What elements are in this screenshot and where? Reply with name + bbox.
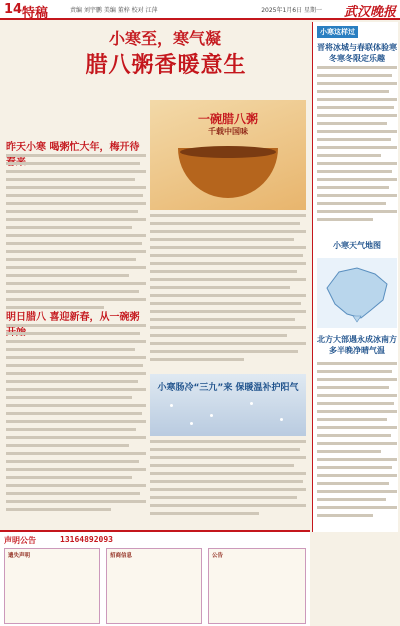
classified-box [208, 548, 306, 624]
section-name: 特稿 [22, 6, 49, 21]
sidebar-tag: 小寒这样过 [317, 26, 358, 38]
laba-porridge-image [150, 100, 306, 210]
snowflake-icon [190, 422, 193, 425]
sidebar-map-label: 小寒天气地图 [333, 241, 381, 250]
promo-subtitle: 千载中国味 [208, 127, 248, 136]
body-text-left-bottom [6, 324, 146, 516]
lead-headline: 腊八粥香暖意生 [85, 52, 247, 78]
snowflake-icon [250, 402, 253, 405]
snow-scene-image [150, 374, 306, 436]
classified-box-label: 招商信息 [110, 553, 133, 559]
body-text-center-top [150, 214, 306, 366]
porridge-shape [180, 146, 276, 158]
page-number: 14 [4, 2, 23, 17]
classifieds-section [0, 530, 310, 626]
section-head-left-top: 昨天小寒 喝粥忙大年，梅开待 [6, 142, 140, 153]
promo-title: 一碗腊八粥 [197, 112, 258, 126]
snowflake-icon [170, 404, 173, 407]
issue-date: 2025年1月6日 星期一 [261, 7, 322, 14]
snow-title: 小寒肠冷“三九”来 保暖温补护阳气 [157, 383, 299, 393]
masthead [0, 0, 400, 20]
sidebar-item1-body [317, 66, 397, 226]
classified-box-label: 公告 [212, 553, 224, 559]
china-map-icon [317, 258, 397, 328]
staff-credits: 责编 刘宇鹏 美编 董梓 校对 江萍 [70, 7, 158, 14]
classifieds-title: 声明公告 [4, 536, 36, 545]
classified-box [4, 548, 100, 624]
newspaper-brand: 武汉晚报 [343, 5, 396, 20]
section-head-left-mid: 明日腊八 喜迎新春，从一碗粥 [6, 312, 140, 323]
lead-kicker: 小寒至，寒气凝 [108, 29, 221, 48]
sidebar-item3-body [317, 362, 397, 522]
sidebar-item1-title: 晋将冰城与春联体验寒冬寒冬限定乐趣 [317, 43, 397, 63]
sidebar [312, 22, 398, 532]
sidebar-item3-title: 北方大部遇永成冰南方多半晚净晴气温 [317, 335, 397, 355]
snowflake-icon [210, 414, 213, 417]
body-text-left-top [6, 154, 146, 314]
weather-map-image [317, 258, 397, 328]
body-text-center-bottom [150, 440, 306, 520]
classifieds-phone: 13164892093 [60, 535, 113, 544]
classified-box [106, 548, 202, 624]
snowflake-icon [280, 418, 283, 421]
classified-box-label: 遗失声明 [8, 553, 31, 559]
